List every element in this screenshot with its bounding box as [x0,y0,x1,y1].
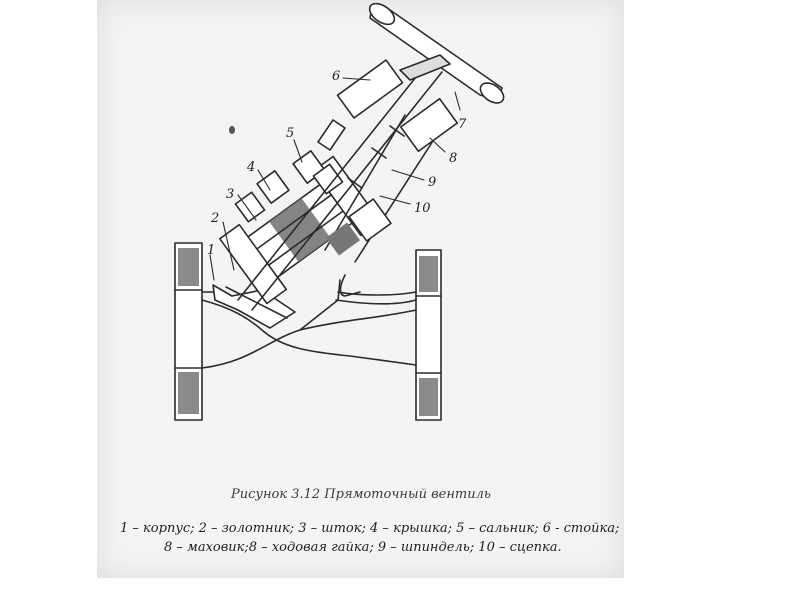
part-label-1: 1 [207,243,216,258]
part-label-2: 2 [211,211,220,226]
valve-body [202,275,416,368]
part-label-7: 7 [458,117,467,132]
left-flange [175,243,202,420]
part-label-4: 4 [247,160,256,175]
part-label-9: 9 [428,175,437,190]
right-flange [416,250,441,420]
legend-line-1: 1 – корпус; 2 – золотник; 3 – шток; 4 – крышка; 5 – сальник; 6 - стойка; [120,521,620,536]
figure-caption: Рисунок 3.12 Прямоточный вентиль [231,487,491,502]
part-label-6: 6 [332,69,341,84]
part-label-3: 3 [226,187,235,202]
ink-spot [229,126,235,134]
part-label-8: 8 [449,151,458,166]
part-label-5: 5 [286,126,295,141]
part-label-10: 10 [414,201,431,216]
legend-line-2: 8 – маховик;8 – ходовая гайка; 9 – шпиндель; 10 – сцепка. [164,540,562,555]
